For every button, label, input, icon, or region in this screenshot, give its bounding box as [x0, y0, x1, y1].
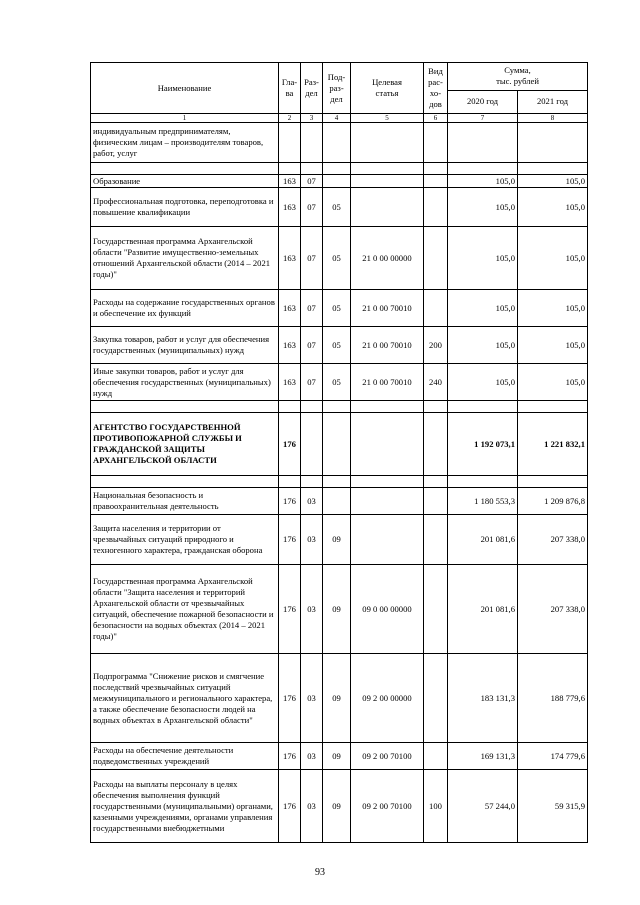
cell-section: [301, 123, 323, 163]
cell-subsection: 09: [323, 654, 351, 743]
cell-exp-type: 100: [424, 770, 448, 843]
table-row: [91, 123, 588, 163]
cell-section: 03: [301, 743, 323, 770]
header-year-2020: 2020 год: [448, 90, 518, 113]
column-number: 8: [518, 114, 588, 123]
cell-chapter: 176: [279, 515, 301, 565]
table-row: [91, 413, 588, 476]
spacer-cell: [351, 476, 424, 488]
cell-exp-type: 240: [424, 364, 448, 401]
cell-target: [351, 188, 424, 227]
spacer-cell: [424, 163, 448, 175]
cell-chapter: 176: [279, 743, 301, 770]
cell-subsection: 05: [323, 327, 351, 364]
spacer-cell: [323, 476, 351, 488]
header-name: Наименование: [91, 63, 279, 114]
cell-target: 09 0 00 00000: [351, 565, 424, 654]
cell-exp-type: [424, 743, 448, 770]
table-row: [91, 515, 588, 565]
spacer-cell: [448, 163, 518, 175]
cell-name: Иные закупки товаров, работ и услуг для обеспечения государственных (муниципальных) нужд: [91, 364, 279, 401]
cell-sum-2020: 169 131,3: [448, 743, 518, 770]
cell-section: 07: [301, 175, 323, 188]
cell-target: 09 2 00 70100: [351, 770, 424, 843]
spacer-cell: [91, 401, 279, 413]
cell-name: Расходы на выплаты персоналу в целях обеспечения выполнения функций государственными (муниципальными) органами, казенными учреждениями, органами управления государственными внебюджетными: [91, 770, 279, 843]
cell-sum-2020: 1 180 553,3: [448, 488, 518, 515]
column-number: 1: [91, 114, 279, 123]
cell-chapter: 176: [279, 565, 301, 654]
cell-name: Профессиональная подготовка, переподготовка и повышение квалификации: [91, 188, 279, 227]
cell-sum-2020: 201 081,6: [448, 565, 518, 654]
cell-sum-2021: 105,0: [518, 188, 588, 227]
spacer-row: [91, 401, 588, 413]
cell-name: индивидуальным предпринимателям, физическим лицам – производителям товаров, работ, услуг: [91, 123, 279, 163]
spacer-cell: [518, 476, 588, 488]
cell-name: АГЕНТСТВО ГОСУДАРСТВЕННОЙ ПРОТИВОПОЖАРНОЙ СЛУЖБЫ И ГРАЖДАНСКОЙ ЗАЩИТЫ АРХАНГЕЛЬСКОЙ ОБЛАСТИ: [91, 413, 279, 476]
header-sum: Сумма, тыс. рублей: [448, 63, 588, 91]
cell-subsection: 09: [323, 565, 351, 654]
cell-subsection: 09: [323, 515, 351, 565]
cell-target: [351, 413, 424, 476]
cell-chapter: 163: [279, 175, 301, 188]
spacer-cell: [518, 163, 588, 175]
column-number: 3: [301, 114, 323, 123]
spacer-cell: [91, 476, 279, 488]
cell-target: 09 2 00 70100: [351, 743, 424, 770]
spacer-row: [91, 163, 588, 175]
spacer-cell: [424, 401, 448, 413]
cell-chapter: 163: [279, 188, 301, 227]
cell-chapter: 163: [279, 227, 301, 290]
cell-section: 07: [301, 364, 323, 401]
cell-name: Закупка товаров, работ и услуг для обеспечения государственных (муниципальных) нужд: [91, 327, 279, 364]
cell-target: 09 2 00 00000: [351, 654, 424, 743]
spacer-cell: [301, 401, 323, 413]
spacer-cell: [424, 476, 448, 488]
cell-exp-type: [424, 515, 448, 565]
cell-chapter: 163: [279, 290, 301, 327]
table-row: [91, 770, 588, 843]
spacer-cell: [518, 401, 588, 413]
cell-target: [351, 488, 424, 515]
cell-target: [351, 515, 424, 565]
cell-section: 03: [301, 515, 323, 565]
spacer-cell: [279, 476, 301, 488]
cell-name: Расходы на содержание государственных органов и обеспечение их функций: [91, 290, 279, 327]
cell-name: Образование: [91, 175, 279, 188]
cell-sum-2020: 201 081,6: [448, 515, 518, 565]
cell-sum-2020: 183 131,3: [448, 654, 518, 743]
page-number: 93: [315, 867, 325, 878]
cell-sum-2020: 105,0: [448, 364, 518, 401]
cell-section: 07: [301, 188, 323, 227]
cell-name: Государственная программа Архангельской области "Защита населения и территорий Архангельской области от чрезвычайных ситуаций, обеспечение пожарной безопасности и безопасности на водных объектах (2014 – 2021 годы)": [91, 565, 279, 654]
cell-sum-2021: 207 338,0: [518, 515, 588, 565]
cell-sum-2020: 57 244,0: [448, 770, 518, 843]
spacer-cell: [323, 163, 351, 175]
cell-subsection: [323, 413, 351, 476]
cell-section: 03: [301, 654, 323, 743]
cell-sum-2020: 105,0: [448, 188, 518, 227]
column-number: 7: [448, 114, 518, 123]
header-section: Раз- дел: [301, 63, 323, 114]
cell-subsection: 05: [323, 364, 351, 401]
spacer-cell: [301, 163, 323, 175]
cell-sum-2021: 207 338,0: [518, 565, 588, 654]
cell-subsection: [323, 123, 351, 163]
table-header: [91, 63, 588, 123]
cell-sum-2021: 105,0: [518, 364, 588, 401]
header-subsection: Под- раз- дел: [323, 63, 351, 114]
cell-target: 21 0 00 70010: [351, 290, 424, 327]
cell-sum-2020: 105,0: [448, 327, 518, 364]
cell-section: 07: [301, 290, 323, 327]
cell-target: 21 0 00 70010: [351, 327, 424, 364]
cell-section: 03: [301, 565, 323, 654]
table-row: [91, 565, 588, 654]
cell-section: 03: [301, 770, 323, 843]
cell-chapter: 176: [279, 770, 301, 843]
table-row: [91, 364, 588, 401]
cell-target: [351, 123, 424, 163]
cell-name: Расходы на обеспечение деятельности подведомственных учреждений: [91, 743, 279, 770]
table-row: [91, 327, 588, 364]
spacer-cell: [279, 401, 301, 413]
cell-chapter: 163: [279, 364, 301, 401]
cell-name: Защита населения и территории от чрезвычайных ситуаций природного и техногенного характера, гражданская оборона: [91, 515, 279, 565]
column-number-row: [91, 114, 588, 123]
cell-sum-2021: 174 779,6: [518, 743, 588, 770]
cell-sum-2021: 59 315,9: [518, 770, 588, 843]
table-body: [91, 123, 588, 843]
cell-exp-type: [424, 488, 448, 515]
cell-exp-type: [424, 290, 448, 327]
header-target: Целевая статья: [351, 63, 424, 114]
cell-sum-2020: 105,0: [448, 227, 518, 290]
cell-sum-2020: 105,0: [448, 290, 518, 327]
cell-subsection: 05: [323, 188, 351, 227]
cell-subsection: 05: [323, 290, 351, 327]
column-number: 2: [279, 114, 301, 123]
cell-exp-type: [424, 227, 448, 290]
spacer-row: [91, 476, 588, 488]
cell-exp-type: [424, 565, 448, 654]
cell-sum-2020: [448, 123, 518, 163]
cell-target: 21 0 00 00000: [351, 227, 424, 290]
cell-sum-2020: 1 192 073,1: [448, 413, 518, 476]
spacer-cell: [91, 163, 279, 175]
cell-target: [351, 175, 424, 188]
cell-subsection: 09: [323, 770, 351, 843]
cell-sum-2020: 105,0: [448, 175, 518, 188]
cell-target: 21 0 00 70010: [351, 364, 424, 401]
cell-name: Национальная безопасность и правоохранительная деятельность: [91, 488, 279, 515]
cell-name: Государственная программа Архангельской области "Развитие имущественно-земельных отношений Архангельской области (2014 – 2021 годы)": [91, 227, 279, 290]
table-row: [91, 743, 588, 770]
cell-sum-2021: 1 221 832,1: [518, 413, 588, 476]
spacer-cell: [351, 401, 424, 413]
cell-sum-2021: 1 209 876,8: [518, 488, 588, 515]
cell-subsection: [323, 175, 351, 188]
header-exp-type: Вид рас- хо- дов: [424, 63, 448, 114]
cell-sum-2021: 105,0: [518, 327, 588, 364]
cell-chapter: 176: [279, 413, 301, 476]
spacer-cell: [448, 401, 518, 413]
table-row: [91, 227, 588, 290]
cell-exp-type: 200: [424, 327, 448, 364]
spacer-cell: [301, 476, 323, 488]
cell-section: 03: [301, 488, 323, 515]
column-number: 5: [351, 114, 424, 123]
cell-subsection: 09: [323, 743, 351, 770]
table-row: [91, 654, 588, 743]
cell-sum-2021: 188 779,6: [518, 654, 588, 743]
budget-table: [90, 62, 588, 843]
cell-chapter: [279, 123, 301, 163]
table-row: [91, 488, 588, 515]
spacer-cell: [323, 401, 351, 413]
spacer-cell: [448, 476, 518, 488]
table-row: [91, 290, 588, 327]
cell-sum-2021: 105,0: [518, 175, 588, 188]
cell-sum-2021: [518, 123, 588, 163]
cell-exp-type: [424, 188, 448, 227]
column-number: 6: [424, 114, 448, 123]
column-number: 4: [323, 114, 351, 123]
table-row: [91, 175, 588, 188]
cell-name: Подпрограмма "Снижение рисков и смягчение последствий чрезвычайных ситуаций межмуниципального и регионального характера, а также обеспечение безопасности людей на водных объектах в Архангельской области": [91, 654, 279, 743]
spacer-cell: [279, 163, 301, 175]
cell-exp-type: [424, 654, 448, 743]
cell-subsection: [323, 488, 351, 515]
cell-chapter: 176: [279, 488, 301, 515]
cell-chapter: 163: [279, 327, 301, 364]
cell-exp-type: [424, 175, 448, 188]
cell-exp-type: [424, 123, 448, 163]
cell-section: 07: [301, 227, 323, 290]
header-chapter: Гла- ва: [279, 63, 301, 114]
cell-sum-2021: 105,0: [518, 227, 588, 290]
cell-section: [301, 413, 323, 476]
cell-sum-2021: 105,0: [518, 290, 588, 327]
table-row: [91, 188, 588, 227]
cell-exp-type: [424, 413, 448, 476]
header-year-2021: 2021 год: [518, 90, 588, 113]
cell-subsection: 05: [323, 227, 351, 290]
cell-section: 07: [301, 327, 323, 364]
spacer-cell: [351, 163, 424, 175]
cell-chapter: 176: [279, 654, 301, 743]
